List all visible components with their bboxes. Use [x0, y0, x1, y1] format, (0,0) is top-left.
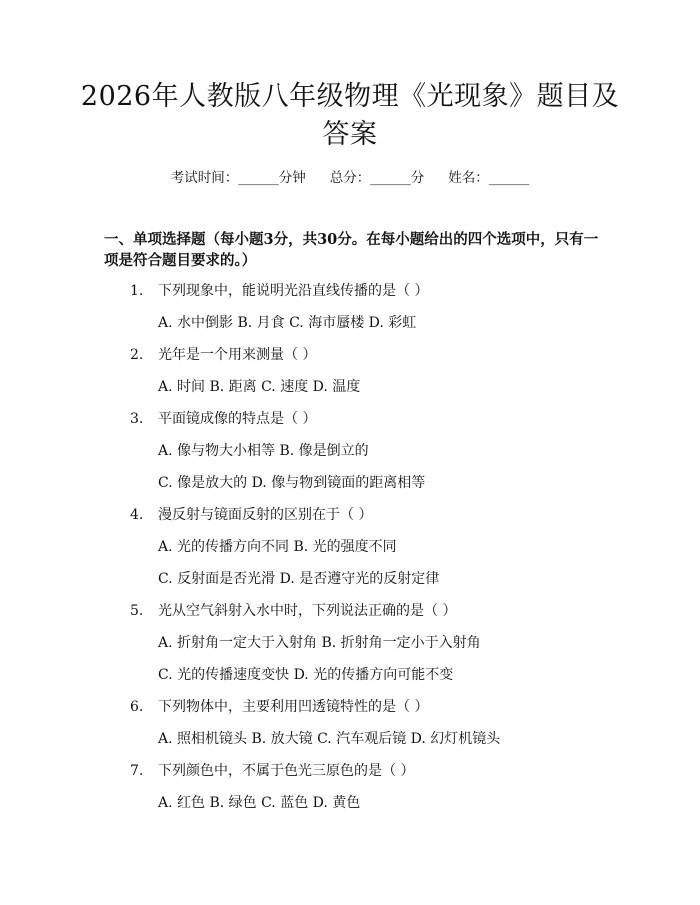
question-options: C. 光的传播速度变快 D. 光的传播方向可能不变 [158, 667, 454, 683]
question-text: 下列颜色中，不属于色光三原色的是（ ） [158, 763, 415, 779]
question-item [130, 505, 372, 525]
question-text: 漫反射与镜面反射的区别在于（ ） [158, 507, 373, 523]
question-options: A. 水中倒影 B. 月食 C. 海市蜃楼 D. 彩虹 [158, 315, 417, 331]
question-text: 下列现象中，能说明光沿直线传播的是（ ） [158, 283, 429, 299]
question-number: 5. [130, 603, 144, 619]
question-text: 平面镜成像的特点是（ ） [158, 411, 317, 427]
exam-meta [0, 168, 700, 188]
question-options: A. 像与物大小相等 B. 像是倒立的 [158, 443, 369, 459]
question-options: A. 照相机镜头 B. 放大镜 C. 汽车观后镜 D. 幻灯机镜头 [158, 731, 501, 747]
question-item [130, 601, 456, 621]
question-options: A. 光的传播方向不同 B. 光的强度不同 [158, 539, 397, 555]
document-title: 2026年人教版八年级物理《光现象》题目及答案 [80, 81, 620, 150]
question-options: C. 反射面是否光滑 D. 是否遵守光的反射定律 [158, 571, 440, 587]
student-name-field: 姓名：______ [448, 170, 530, 186]
question-number: 4. [130, 507, 144, 523]
question-number: 1. [130, 283, 144, 299]
question-item [130, 761, 414, 781]
question-number: 7. [130, 763, 144, 779]
question-number: 3. [130, 411, 144, 427]
section-heading: 一、单项选择题（每小题3分，共30分。在每小题给出的四个选项中，只有一项是符合题目要求的。） [104, 231, 599, 269]
question-item [130, 281, 428, 301]
question-text: 光从空气斜射入水中时，下列说法正确的是（ ） [158, 603, 457, 619]
total-score-field: 总分：______分 [329, 170, 425, 186]
question-options: A. 折射角一定大于入射角 B. 折射角一定小于入射角 [158, 635, 481, 651]
question-number: 2. [130, 347, 144, 363]
exam-time-field: 考试时间：______分钟 [170, 170, 306, 186]
question-number: 6. [130, 699, 144, 715]
question-item [130, 409, 316, 429]
question-text: 光年是一个用来测量（ ） [158, 347, 317, 363]
question-options: A. 红色 B. 绿色 C. 蓝色 D. 黄色 [158, 795, 361, 811]
question-options: C. 像是放大的 D. 像与物到镜面的距离相等 [158, 475, 426, 491]
question-item [130, 697, 428, 717]
question-options: A. 时间 B. 距离 C. 速度 D. 温度 [158, 379, 361, 395]
question-text: 下列物体中，主要利用凹透镜特性的是（ ） [158, 699, 429, 715]
question-item [130, 345, 316, 365]
